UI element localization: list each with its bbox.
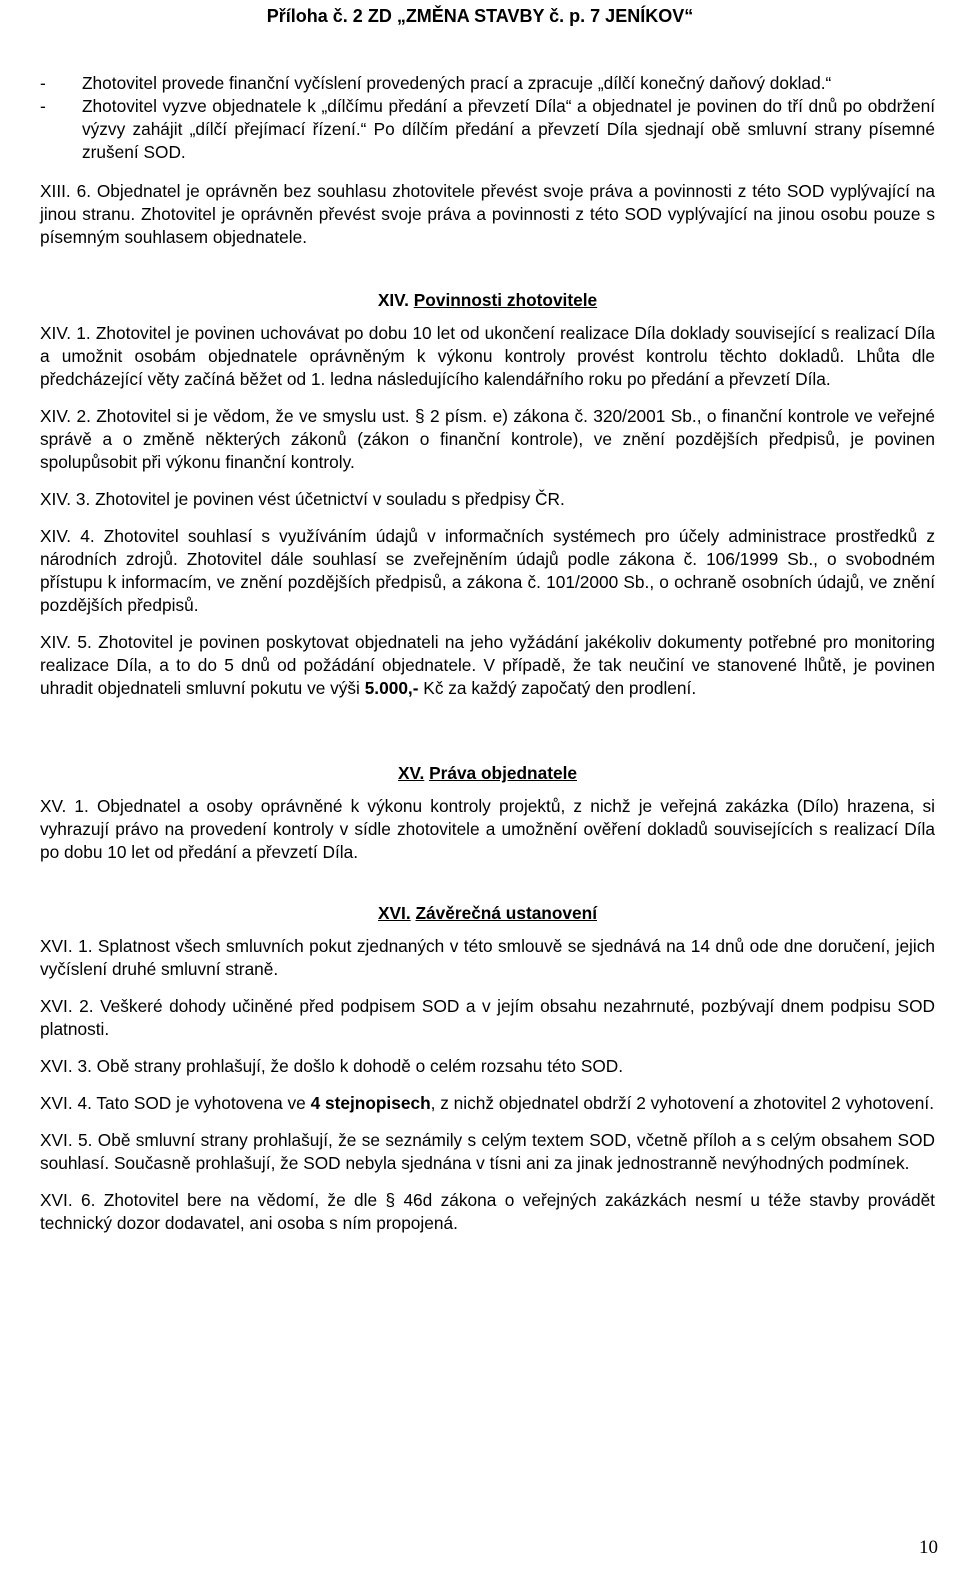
section-heading-xiv bbox=[40, 289, 935, 312]
paragraph-xiv-3: XIV. 3. Zhotovitel je povinen vést účetnictví v souladu s předpisy ČR. bbox=[40, 489, 565, 509]
paragraph-xvi-5: XVI. 5. Obě smluvní strany prohlašují, že se seznámily s celým textem SOD, včetně příloh a s celým obsahem SOD souhlasí. Současně prohlašují, že SOD nebyla sjednána v tísni ani za jinak jednostranně nevýhodných podmínek. bbox=[40, 1130, 935, 1173]
paragraph-text: , z nichž objednatel obdrží 2 vyhotovení a zhotovitel 2 vyhotovení. bbox=[430, 1093, 935, 1113]
section-title: Závěrečná ustanovení bbox=[415, 903, 597, 923]
paragraph-text: XIV. 5. Zhotovitel je povinen poskytovat objednateli na jeho vyžádání jakékoliv dokumenty potřebné pro monitoring realizace Díla, a to do 5 dnů od požádání objednatele. V případě, že tak neučiní ve stanovené lhůtě, je povinen uhradit objednateli smluvní pokutu ve výši bbox=[40, 632, 935, 698]
list-item bbox=[40, 72, 935, 95]
paragraph-xiv-1: XIV. 1. Zhotovitel je povinen uchovávat po dobu 10 let od ukončení realizace Díla doklady související s realizací Díla a umožnit osobám objednatele oprávněným k výkonu kontroly provést kontrolu těchto dokladů. Lhůta dle předcházející věty začíná běžet od 1. ledna následujícího kalendářního roku po předání a převzetí Díla. bbox=[40, 323, 935, 389]
paragraph-xv-1: XV. 1. Objednatel a osoby oprávněné k výkonu kontroly projektů, z nichž je veřejná zakázka (Dílo) hrazena, si vyhrazují právo na provedení kontroly v sídle zhotovitele a umožnění ověření dokladů souvisejících s realizací Díla po dobu 10 let od předání a převzetí Díla. bbox=[40, 796, 935, 862]
paragraph-xvi-2: XVI. 2. Veškeré dohody učiněné před podpisem SOD a v jejím obsahu nezahrnuté, pozbývají dnem podpisu SOD platnosti. bbox=[40, 996, 935, 1039]
paragraph-xiii-6: XIII. 6. Objednatel je oprávněn bez souhlasu zhotovitele převést svoje práva a povinnosti z této SOD vyplývající na jinou stranu. Zhotovitel je oprávněn převést svoje práva a povinnosti z této SOD vyplývající na jinou osobu pouze s písemným souhlasem objednatele. bbox=[40, 181, 935, 247]
penalty-amount: 5.000,- bbox=[364, 678, 419, 698]
list-item-text: Zhotovitel vyzve objednatele k „dílčímu předání a převzetí Díla“ a objednatel je povinen do tří dnů po obdržení výzvy zahájit „dílčí přejímací řízení.“ Po dílčím předání a převzetí Díla sjednají obě smluvní strany písemné zrušení SOD. bbox=[82, 96, 935, 162]
document-body bbox=[40, 72, 935, 1249]
section-number: XIV. bbox=[377, 290, 409, 310]
paragraph-xiv-2: XIV. 2. Zhotovitel si je vědom, že ve smyslu ust. § 2 písm. e) zákona č. 320/2001 Sb., o finanční kontrole ve veřejné správě a o změně některých zákonů (zákon o finanční kontrole), ve znění pozdějších předpisů, je povinen spolupůsobit při výkonu finanční kontroly. bbox=[40, 406, 935, 472]
bullet-dash: - bbox=[40, 73, 46, 93]
section-title: Práva objednatele bbox=[429, 763, 577, 783]
paragraph-xvi-1: XVI. 1. Splatnost všech smluvních pokut zjednaných v této smlouvě se sjednává na 14 dnů ode dne doručení, jejich vyčíslení druhé smluvní straně. bbox=[40, 936, 935, 979]
paragraph-xiv-4: XIV. 4. Zhotovitel souhlasí s využíváním údajů v informačních systémech pro účely administrace prostředků z národních zdrojů. Zhotovitel dále souhlasí se zveřejněním údajů podle zákona č. 106/1999 Sb., o svobodném přístupu k informacím, ve znění pozdějších předpisů, a zákona č. 101/2000 Sb., o ochraně osobních údajů, ve znění pozdějších předpisů. bbox=[40, 526, 935, 615]
list-item-text: Zhotovitel provede finanční vyčíslení provedených prací a zpracuje „dílčí konečný daňový doklad.“ bbox=[82, 73, 832, 93]
page-header: Příloha č. 2 ZD „ZMĚNA STAVBY č. p. 7 JENÍKOV“ bbox=[266, 6, 694, 26]
paragraph-xiv-5 bbox=[40, 631, 935, 700]
paragraph-xvi-6: XVI. 6. Zhotovitel bere na vědomí, že dle § 46d zákona o veřejných zakázkách nesmí u téže stavby provádět technický dozor dodavatel, ani osoba s ním propojená. bbox=[40, 1190, 935, 1233]
page-number: 10 bbox=[919, 1537, 938, 1558]
section-number: XV. bbox=[397, 763, 425, 783]
section-heading-xv bbox=[40, 762, 935, 785]
section-title: Povinnosti zhotovitele bbox=[413, 290, 598, 310]
paragraph-text: XVI. 4. Tato SOD je vyhotovena ve bbox=[40, 1093, 311, 1113]
bullet-dash: - bbox=[40, 96, 46, 116]
section-heading-xvi bbox=[40, 902, 935, 925]
list-item bbox=[40, 95, 935, 164]
section-number: XVI. bbox=[378, 903, 411, 923]
copies-count: 4 stejnopisech bbox=[310, 1093, 431, 1113]
paragraph-text: Kč za každý započatý den prodlení. bbox=[418, 678, 697, 698]
paragraph-xvi-3: XVI. 3. Obě strany prohlašují, že došlo k dohodě o celém rozsahu této SOD. bbox=[40, 1056, 624, 1076]
paragraph-xvi-4 bbox=[40, 1092, 935, 1115]
